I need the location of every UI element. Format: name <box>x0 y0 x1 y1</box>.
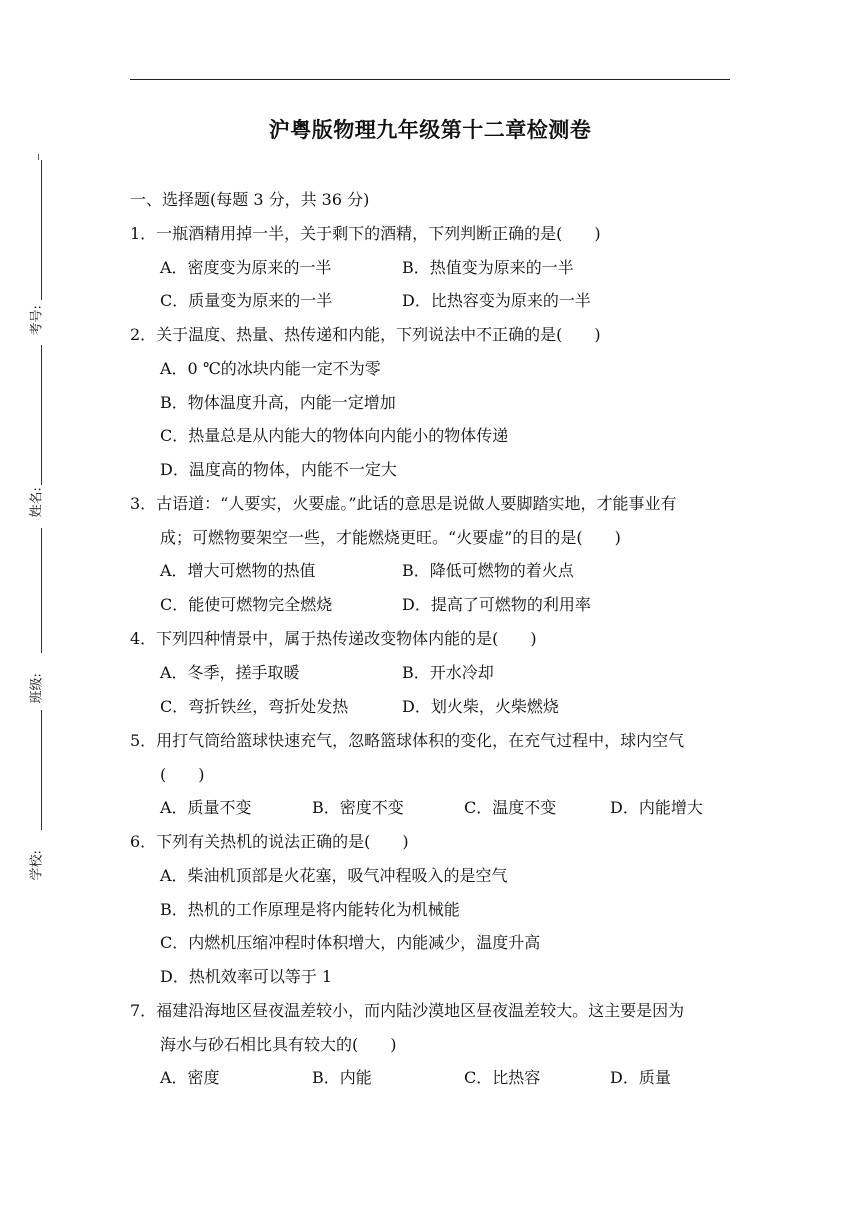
class-line <box>41 528 42 653</box>
q2-option-c: C．热量总是从内能大的物体向内能小的物体传递 <box>160 426 509 445</box>
q2-option-a: A．0 ℃的冰块内能一定不为零 <box>160 359 381 378</box>
q4-option-c: C．弯折铁丝，弯折处发热 <box>160 697 349 716</box>
q1-option-c: C．质量变为原来的一半 <box>160 291 333 310</box>
q7-option-c: C．比热容 <box>464 1068 541 1087</box>
school-label: 学校: <box>29 850 45 881</box>
question-7-stem-cont: 海水与砂石相比具有较大的( ) <box>160 1035 397 1054</box>
q1-option-d: D．比热容变为原来的一半 <box>402 291 591 310</box>
q5-option-c: C．温度不变 <box>464 798 557 817</box>
name-line <box>41 345 42 485</box>
page-title: 沪粤版物理九年级第十二章检测卷 <box>268 117 592 142</box>
question-6-stem: 6．下列有关热机的说法正确的是( ) <box>130 832 409 851</box>
q4-option-b: B．开水冷却 <box>402 663 494 682</box>
question-4-stem: 4．下列四种情景中，属于热传递改变物体内能的是( ) <box>130 629 537 648</box>
margin-tick <box>38 154 39 160</box>
q3-option-c: C．能使可燃物完全燃烧 <box>160 595 333 614</box>
q6-option-b: B．热机的工作原理是将内能转化为机械能 <box>160 900 460 919</box>
q3-option-a: A．增大可燃物的热值 <box>160 561 316 580</box>
q4-option-a: A．冬季，搓手取暖 <box>160 663 300 682</box>
section-heading: 一、选择题(每题 3 分，共 36 分) <box>130 190 370 209</box>
top-rule <box>130 79 730 80</box>
school-line <box>41 710 42 830</box>
q3-option-b: B．降低可燃物的着火点 <box>402 561 574 580</box>
q7-option-d: D．质量 <box>610 1068 671 1087</box>
q5-option-a: A．质量不变 <box>160 798 252 817</box>
question-5-stem: 5．用打气筒给篮球快速充气，忽略篮球体积的变化，在充气过程中，球内空气 <box>130 731 685 750</box>
question-3-stem-cont: 成；可燃物要架空一些，才能燃烧更旺。“火要虚”的目的是( ) <box>160 528 621 547</box>
exam-number-line <box>41 160 42 300</box>
q5-option-d: D．内能增大 <box>610 798 703 817</box>
q2-option-d: D．温度高的物体，内能不一定大 <box>160 460 397 479</box>
exam-number-label: 考号: <box>29 305 45 336</box>
question-3-stem: 3．古语道：“人要实，火要虚。”此话的意思是说做人要脚踏实地，才能事业有 <box>130 494 677 513</box>
q1-option-a: A．密度变为原来的一半 <box>160 258 332 277</box>
question-2-stem: 2．关于温度、热量、热传递和内能，下列说法中不正确的是( ) <box>130 325 601 344</box>
q6-option-a: A．柴油机顶部是火花塞，吸气冲程吸入的是空气 <box>160 866 508 885</box>
binding-margin <box>0 0 60 1216</box>
q7-option-b: B．内能 <box>312 1068 372 1087</box>
q3-option-d: D．提高了可燃物的利用率 <box>402 595 591 614</box>
q5-option-b: B．密度不变 <box>312 798 404 817</box>
q6-option-d: D．热机效率可以等于 1 <box>160 967 333 986</box>
q7-option-a: A．密度 <box>160 1068 220 1087</box>
name-label: 姓名: <box>29 487 45 518</box>
q4-option-d: D．划火柴，火柴燃烧 <box>402 697 559 716</box>
class-label: 班级: <box>29 673 45 704</box>
question-1-stem: 1．一瓶酒精用掉一半，关于剩下的酒精，下列判断正确的是( ) <box>130 224 601 243</box>
q1-option-b: B．热值变为原来的一半 <box>402 258 574 277</box>
q6-option-c: C．内燃机压缩冲程时体积增大，内能减少，温度升高 <box>160 933 541 952</box>
question-5-stem-cont: ( ) <box>160 765 205 784</box>
question-7-stem: 7．福建沿海地区昼夜温差较小，而内陆沙漠地区昼夜温差较大。这主要是因为 <box>130 1001 685 1020</box>
q2-option-b: B．物体温度升高，内能一定增加 <box>160 393 396 412</box>
